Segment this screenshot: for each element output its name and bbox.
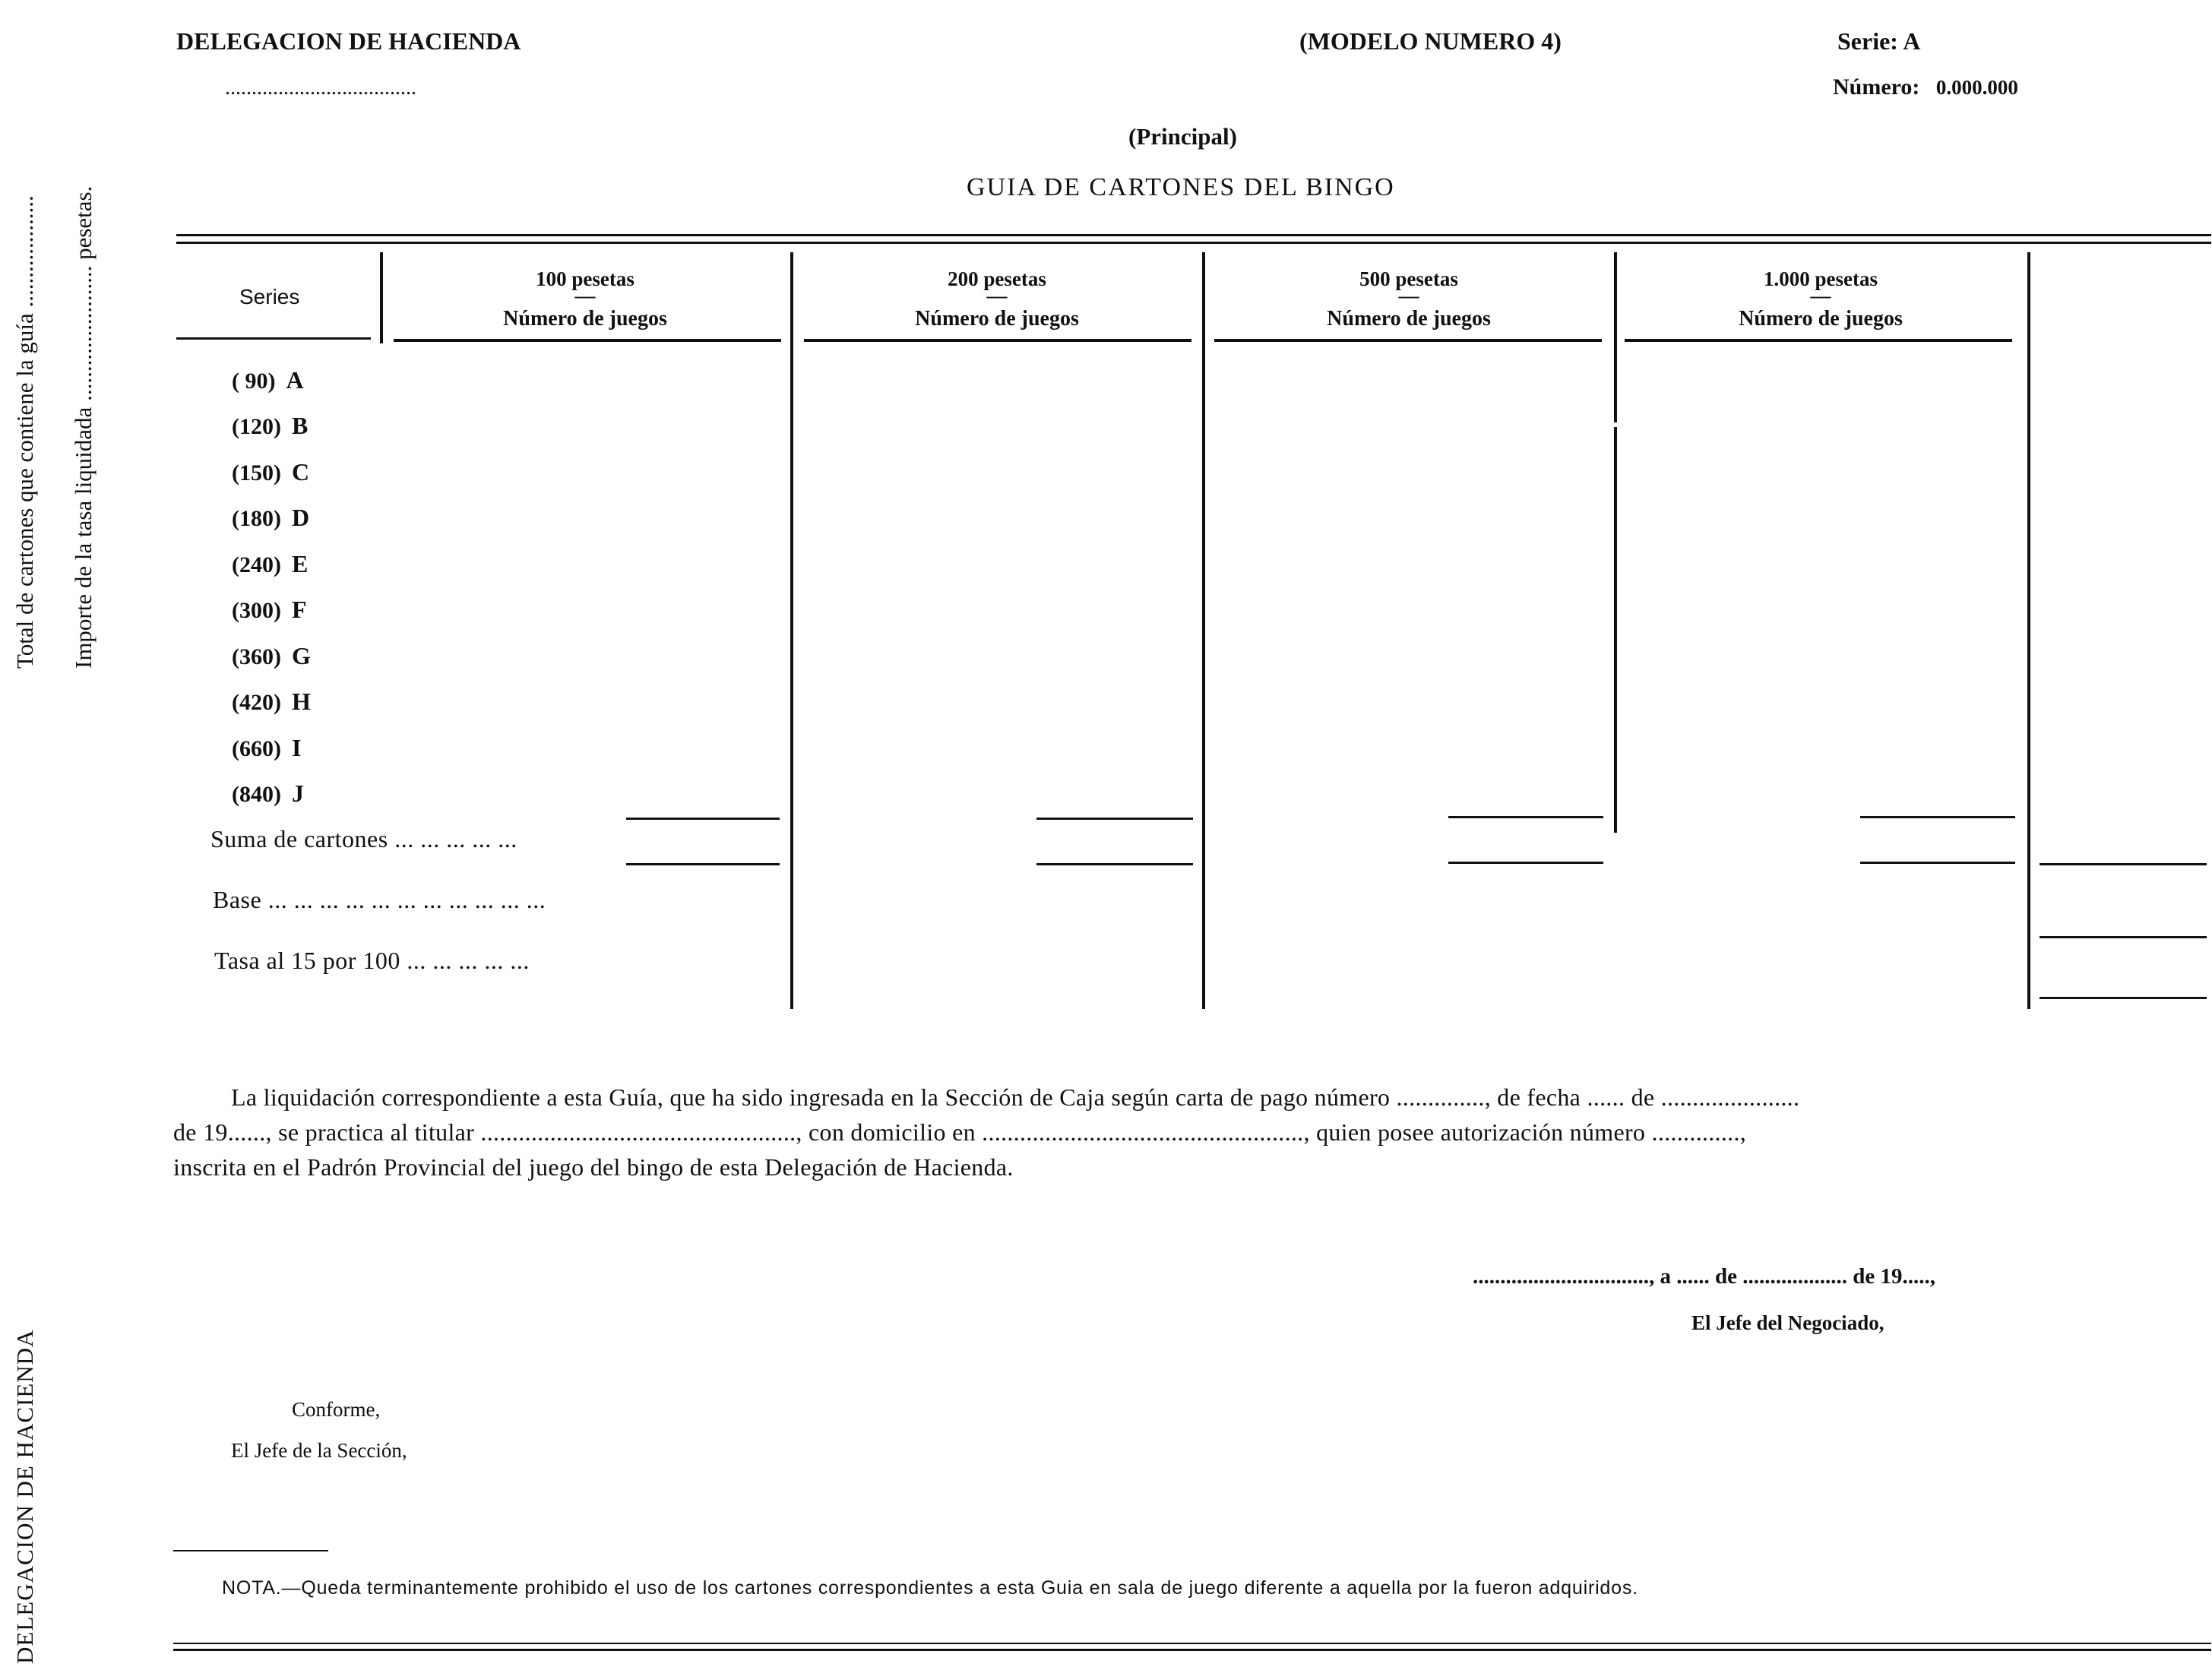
suma-rule: [1860, 816, 2015, 818]
jefe-negociado: El Jefe del Negociado,: [1691, 1311, 1884, 1334]
column-label: Número de juegos: [503, 307, 667, 331]
col-divider: [1202, 252, 1205, 1009]
series-row: (660) I: [232, 734, 302, 761]
col-header-rule: [1625, 339, 2012, 342]
col-header-rule: [1214, 339, 1602, 342]
col-header-rule: [804, 339, 1191, 342]
base-rule: [2040, 863, 2207, 865]
base-rule: [1448, 862, 1603, 864]
series-row: (180) D: [232, 504, 310, 531]
column-dash: —: [1810, 284, 1831, 307]
base-rule: [1036, 863, 1193, 865]
liquidacion-line-1: La liquidación correspondiente a esta Guía, que ha sido ingresada en la Sección de Caja según carta de pago número .............., de fecha ...... de ......................: [231, 1083, 1800, 1111]
series-row: (150) C: [232, 458, 310, 486]
col-divider: [1614, 252, 1617, 422]
series-row: (840) J: [232, 780, 304, 807]
suma-rule: [1036, 818, 1193, 820]
numero-value: 0.000.000: [1935, 76, 2018, 99]
series-row: (360) G: [232, 642, 311, 669]
column-label: Número de juegos: [1739, 307, 1903, 331]
margin-total-cartones: Total de cartones que contiene la guía ...................: [11, 195, 38, 669]
bottom-rule-2: [173, 1649, 2211, 1651]
col-header-rule: [394, 339, 781, 342]
page-title: GUIA DE CARTONES DEL BINGO: [967, 173, 1395, 201]
column-dash: —: [574, 284, 596, 307]
series-row: (120) B: [232, 412, 309, 439]
base-rule: [1860, 862, 2015, 864]
col-divider: [790, 252, 793, 1009]
liquidacion-line-2: de 19......, se practica al titular .................................................., con domicilio en ..................................................., quien posee autorización número ..............,: [173, 1118, 1747, 1146]
column-dash: —: [1398, 284, 1419, 307]
margin-delegacion: DELEGACION DE HACIENDA: [11, 1329, 38, 1664]
bottom-rule: [173, 1643, 2211, 1644]
footnote-rule: [173, 1550, 328, 1551]
serie-label: Serie:: [1837, 27, 1898, 55]
series-row: (240) E: [232, 550, 309, 577]
header-delegacion-dots: ....................................: [225, 76, 416, 100]
series-row: (300) F: [232, 596, 307, 623]
col-divider: [2027, 252, 2030, 1009]
header-principal: (Principal): [1128, 123, 1237, 150]
top-rule-2: [176, 242, 2211, 244]
margin-importe-tasa: Importe de la tasa liquidada ....................... pesetas.: [70, 185, 97, 669]
tasa-label: Tasa al 15 por 100 ... ... ... ... ...: [214, 947, 530, 974]
column-label: Número de juegos: [1327, 307, 1491, 331]
column-price: 500 pesetas: [1359, 267, 1458, 290]
nota: NOTA.—Queda terminantemente prohibido el uso de los cartones correspondientes a esta Guia en sala de juego diferente a aquella por la fueron adquiridos.: [222, 1577, 1638, 1599]
date-line: ................................, a ...... de ................... de 19.....,: [1473, 1264, 1935, 1289]
column-price: 1.000 pesetas: [1764, 267, 1878, 290]
jefe-seccion: El Jefe de la Sección,: [231, 1439, 407, 1462]
column-dash: —: [986, 284, 1008, 307]
header-modelo: (MODELO NUMERO 4): [1299, 27, 1562, 55]
header-serie: [1837, 27, 1920, 55]
column-label: Número de juegos: [915, 307, 1079, 331]
series-header-rule: [176, 337, 371, 340]
series-header: Series: [239, 285, 300, 308]
base-label: Base ... ... ... ... ... ... ... ... ... ... ...: [213, 886, 546, 913]
base-rule: [626, 863, 780, 865]
suma-cartones-label: Suma de cartones ... ... ... ... ...: [210, 825, 517, 852]
numero-label: Número:: [1833, 74, 1920, 100]
column-price: 200 pesetas: [948, 267, 1046, 290]
total-rule: [2040, 997, 2207, 999]
conforme: Conforme,: [292, 1398, 381, 1421]
column-price: 100 pesetas: [536, 267, 634, 290]
series-row: (420) H: [232, 688, 311, 715]
suma-rule: [626, 818, 780, 820]
serie-value: A: [1903, 27, 1921, 55]
series-row: ( 90) A: [232, 366, 304, 394]
header-delegacion: DELEGACION DE HACIENDA: [176, 27, 521, 55]
col-divider: [380, 252, 383, 343]
header-numero: [1833, 74, 2018, 100]
liquidacion-line-3: inscrita en el Padrón Provincial del juego del bingo de esta Delegación de Hacienda.: [173, 1153, 1014, 1181]
suma-rule: [1448, 816, 1603, 818]
top-rule: [176, 234, 2211, 236]
col-divider: [1614, 427, 1617, 833]
tasa-rule: [2040, 936, 2207, 938]
